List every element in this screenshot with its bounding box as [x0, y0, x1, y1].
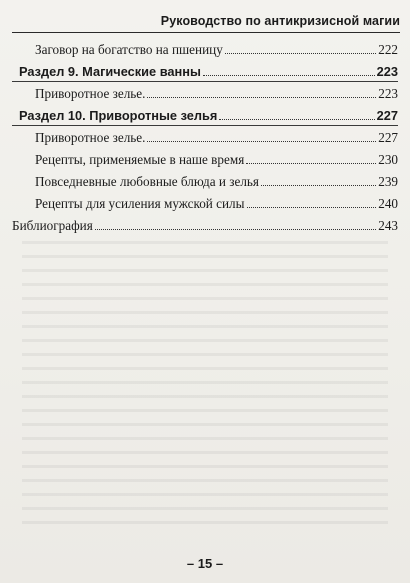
toc-entry-title: Заговор на богатство на пшеницу [35, 42, 223, 57]
running-head: Руководство по антикризисной магии [160, 14, 400, 28]
toc-entry [12, 168, 398, 190]
toc-entry-page: 230 [378, 152, 398, 167]
toc-leader-dots [147, 97, 376, 98]
toc-entry-title: Повседневные любовные блюда и зелья [35, 174, 259, 189]
toc-entry [12, 58, 398, 80]
toc-entry [12, 124, 398, 146]
toc-entry-title: Раздел 10. Приворотные зелья [19, 108, 218, 123]
toc-entry-title: Рецепты, применяемые в наше время [35, 152, 245, 167]
toc-entry-page: 243 [378, 218, 398, 233]
toc-entry-title: Раздел 9. Магические ванны [19, 64, 201, 79]
toc-entry-title: Приворотное зелье. [35, 130, 146, 145]
toc-entry-title: Рецепты для усиления мужской силы [35, 196, 245, 211]
toc-entry [12, 190, 398, 212]
table-of-contents [12, 36, 398, 234]
toc-entry-page: 240 [378, 196, 398, 211]
toc-entry-page: 222 [378, 42, 398, 57]
toc-entry [12, 212, 398, 234]
bleed-through-texture [22, 230, 388, 530]
toc-entry-page: 227 [378, 130, 398, 145]
toc-leader-dots [225, 53, 376, 54]
toc-leader-dots [203, 75, 375, 76]
toc-leader-dots [95, 229, 376, 230]
toc-entry [12, 80, 398, 102]
toc-entry [12, 146, 398, 168]
toc-entry-title: Библиография [12, 218, 93, 233]
toc-entry-page: 223 [376, 64, 398, 79]
toc-entry-page: 239 [378, 174, 398, 189]
page-number: – 15 – [186, 556, 224, 571]
toc-entry [12, 102, 398, 124]
toc-leader-dots [147, 141, 376, 142]
toc-leader-dots [247, 207, 377, 208]
toc-leader-dots [219, 119, 374, 120]
toc-leader-dots [246, 163, 376, 164]
header-rule [12, 32, 400, 33]
toc-entry-page: 227 [376, 108, 398, 123]
toc-entry-page: 223 [378, 86, 398, 101]
toc-leader-dots [261, 185, 376, 186]
toc-entry-title: Приворотное зелье. [35, 86, 146, 101]
toc-entry [12, 36, 398, 58]
